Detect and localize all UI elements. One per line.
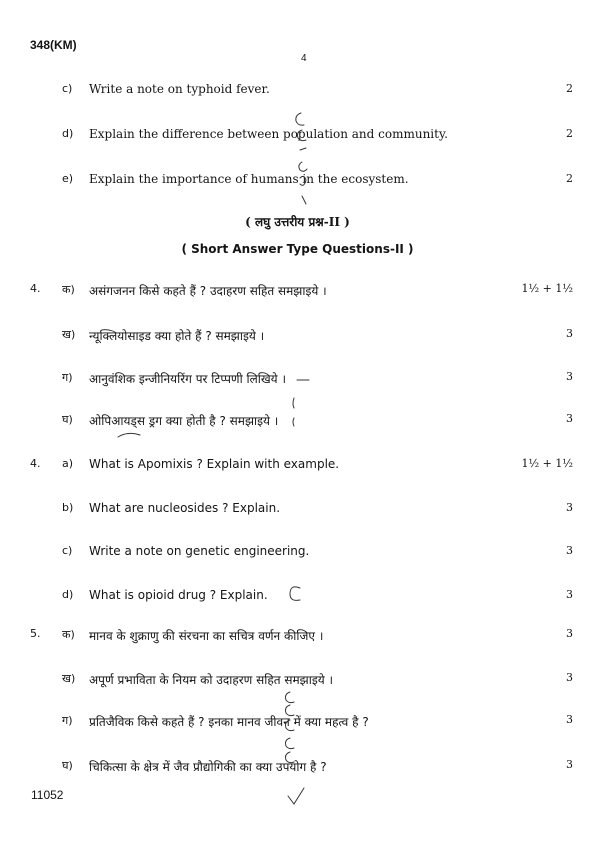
question-label: a) [62, 457, 74, 470]
question-row [0, 282, 595, 302]
question-label: घ) [62, 413, 73, 426]
question-marks: 3 [566, 588, 573, 601]
section-heading-english: ( Short Answer Type Questions-II ) [181, 242, 414, 256]
question-label: ख) [62, 672, 76, 685]
question-row [0, 370, 595, 390]
question-number: 4. [30, 282, 41, 295]
question-text: Explain the importance of humans in the ecosystem. [89, 172, 409, 186]
question-label: c) [62, 82, 73, 95]
question-text: न्यूक्लियोसाइड क्या होते हैं ? समझाइये । [89, 329, 265, 343]
question-marks: 3 [566, 501, 573, 514]
question-text: चिकित्सा के क्षेत्र में जैव प्रौद्योगिकी का क्या उपयोग है ? [89, 760, 327, 774]
question-label: क) [62, 628, 75, 641]
question-label: b) [62, 501, 74, 514]
question-text: Write a note on typhoid fever. [89, 82, 270, 96]
question-label: क) [62, 283, 75, 296]
footer-code: 11052 [31, 788, 64, 802]
question-marks: 1½ + 1½ [521, 457, 573, 470]
question-marks: 2 [566, 172, 573, 185]
question-label: d) [62, 588, 74, 601]
question-marks: 3 [566, 671, 573, 684]
question-text: प्रतिजैविक किसे कहते हैं ? इनका मानव जीवन में क्या महत्व है ? [89, 715, 369, 729]
paper-code: 348(KM) [30, 38, 77, 52]
question-number: 4. [30, 457, 41, 470]
question-marks: 1½ + 1½ [521, 282, 573, 295]
question-label: ग) [62, 371, 73, 384]
question-row [0, 127, 595, 147]
question-row [0, 627, 595, 647]
question-marks: 3 [566, 758, 573, 771]
question-row [0, 327, 595, 347]
page-number: 4 [301, 53, 307, 64]
question-text: What is opioid drug ? Explain. [89, 588, 268, 602]
question-text: असंगजनन किसे कहते हैं ? उदाहरण सहित समझाइये । [89, 284, 327, 298]
question-text: What is Apomixis ? Explain with example. [89, 457, 340, 471]
question-text: आनुवंशिक इन्जीनियरिंग पर टिप्पणी लिखिये । [89, 372, 286, 386]
question-row [0, 671, 595, 691]
question-row [0, 172, 595, 192]
question-text: Write a note on genetic engineering. [89, 544, 310, 558]
question-marks: 3 [566, 412, 573, 425]
question-label: ख) [62, 328, 76, 341]
question-text: What are nucleosides ? Explain. [89, 501, 281, 515]
question-marks: 3 [566, 627, 573, 640]
question-row [0, 457, 595, 477]
question-text: अपूर्ण प्रभाविता के नियम को उदाहरण सहित समझाइये । [89, 673, 334, 687]
question-label: d) [62, 127, 74, 140]
question-number: 5. [30, 627, 41, 640]
question-marks: 3 [566, 544, 573, 557]
question-text: ओपिआयड्स ड्रग क्या होती है ? समझाइये । [89, 414, 279, 428]
question-row [0, 412, 595, 432]
question-label: घ) [62, 759, 73, 772]
question-label: ग) [62, 714, 73, 727]
question-marks: 3 [566, 713, 573, 726]
question-label: c) [62, 544, 73, 557]
question-row [0, 544, 595, 564]
question-row [0, 588, 595, 608]
question-text: मानव के शुक्राणु की संरचना का सचित्र वर्णन कीजिए । [89, 629, 324, 643]
question-marks: 2 [566, 127, 573, 140]
question-row [0, 713, 595, 733]
question-label: e) [62, 172, 74, 185]
question-row [0, 501, 595, 521]
question-marks: 3 [566, 327, 573, 340]
question-marks: 3 [566, 370, 573, 383]
question-row [0, 82, 595, 102]
question-marks: 2 [566, 82, 573, 95]
question-text: Explain the difference between population and community. [89, 127, 448, 141]
section-heading-hindi: ( लघु उत्तरीय प्रश्न-II ) [245, 215, 350, 229]
question-row [0, 758, 595, 778]
